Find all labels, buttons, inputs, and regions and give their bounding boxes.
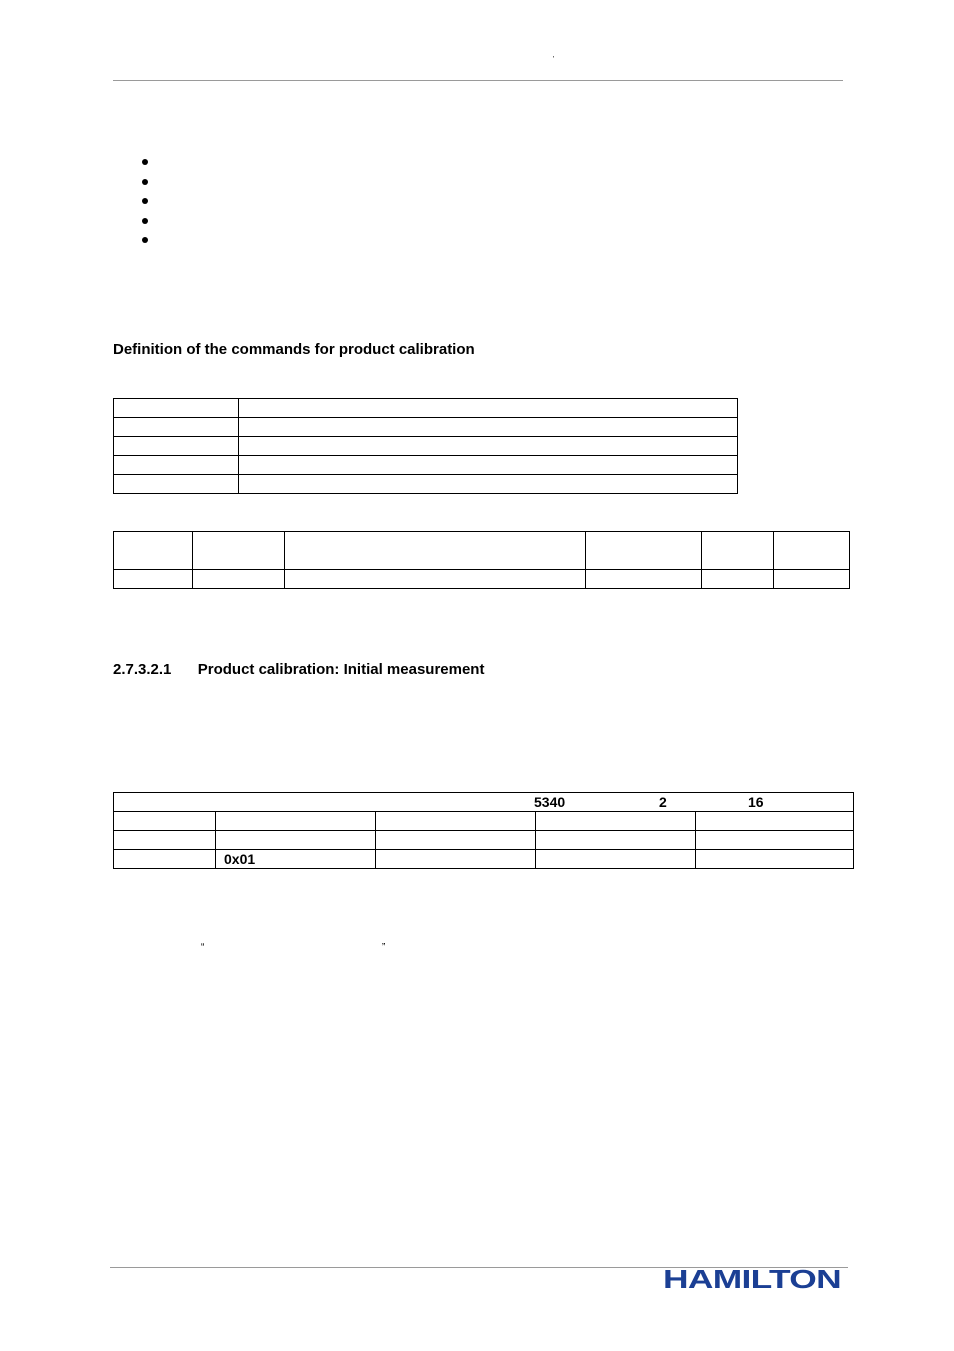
table-row bbox=[114, 437, 738, 456]
command-table bbox=[113, 398, 738, 494]
table-cell bbox=[239, 456, 738, 475]
header-mark: ' bbox=[553, 56, 555, 63]
table-cell bbox=[216, 831, 376, 850]
table-header-row bbox=[114, 532, 850, 570]
section-heading: Definition of the commands for product calibration bbox=[113, 341, 475, 358]
subsection-title: Product calibration: Initial measurement bbox=[197, 661, 485, 678]
register-value: 5340 bbox=[534, 794, 566, 810]
table-cell bbox=[114, 418, 239, 437]
table-cell bbox=[702, 570, 774, 589]
table-cell bbox=[193, 570, 285, 589]
table-cell bbox=[702, 532, 774, 570]
table-cell bbox=[536, 831, 696, 850]
table-cell bbox=[239, 418, 738, 437]
table-cell bbox=[216, 812, 376, 831]
table-cell bbox=[114, 475, 239, 494]
table-cell bbox=[285, 532, 586, 570]
table-row bbox=[114, 850, 854, 869]
table-cell bbox=[376, 812, 536, 831]
subsection-heading bbox=[113, 661, 484, 678]
table-cell bbox=[536, 812, 696, 831]
table-cell bbox=[239, 475, 738, 494]
open-quote: “ bbox=[201, 942, 205, 953]
table-cell bbox=[696, 850, 854, 869]
table-row bbox=[114, 475, 738, 494]
bits-value: 16 bbox=[748, 794, 764, 810]
table-header-cell bbox=[114, 793, 854, 812]
hamilton-logo bbox=[663, 1265, 843, 1293]
logo-text: HAMILTON bbox=[663, 1265, 841, 1293]
table-cell bbox=[696, 831, 854, 850]
table-cell bbox=[774, 532, 850, 570]
table-cell: 0x01 bbox=[216, 850, 376, 869]
register-table bbox=[113, 531, 850, 589]
table-cell bbox=[239, 399, 738, 418]
header-rule bbox=[113, 80, 843, 81]
table-row bbox=[114, 831, 854, 850]
count-value: 2 bbox=[659, 794, 667, 810]
table-cell bbox=[114, 850, 216, 869]
table-cell bbox=[376, 850, 536, 869]
table-cell bbox=[536, 850, 696, 869]
close-quote: ” bbox=[382, 942, 386, 953]
table-header-row bbox=[114, 793, 854, 812]
table-cell bbox=[114, 570, 193, 589]
table-cell bbox=[114, 456, 239, 475]
table-cell bbox=[696, 812, 854, 831]
subsection-number: 2.7.3.2.1 bbox=[113, 661, 172, 678]
table-cell bbox=[114, 399, 239, 418]
table-cell bbox=[239, 437, 738, 456]
table-cell bbox=[586, 532, 702, 570]
table-row bbox=[114, 399, 738, 418]
table-cell bbox=[114, 532, 193, 570]
table-cell bbox=[586, 570, 702, 589]
table-cell bbox=[774, 570, 850, 589]
table-cell bbox=[285, 570, 586, 589]
parameter-table bbox=[113, 792, 854, 869]
table-row bbox=[114, 418, 738, 437]
table-row bbox=[114, 812, 854, 831]
table-cell bbox=[114, 831, 216, 850]
table-cell bbox=[376, 831, 536, 850]
table-row bbox=[114, 570, 850, 589]
table-cell bbox=[114, 437, 239, 456]
table-cell bbox=[193, 532, 285, 570]
table-cell bbox=[114, 812, 216, 831]
table-row bbox=[114, 456, 738, 475]
